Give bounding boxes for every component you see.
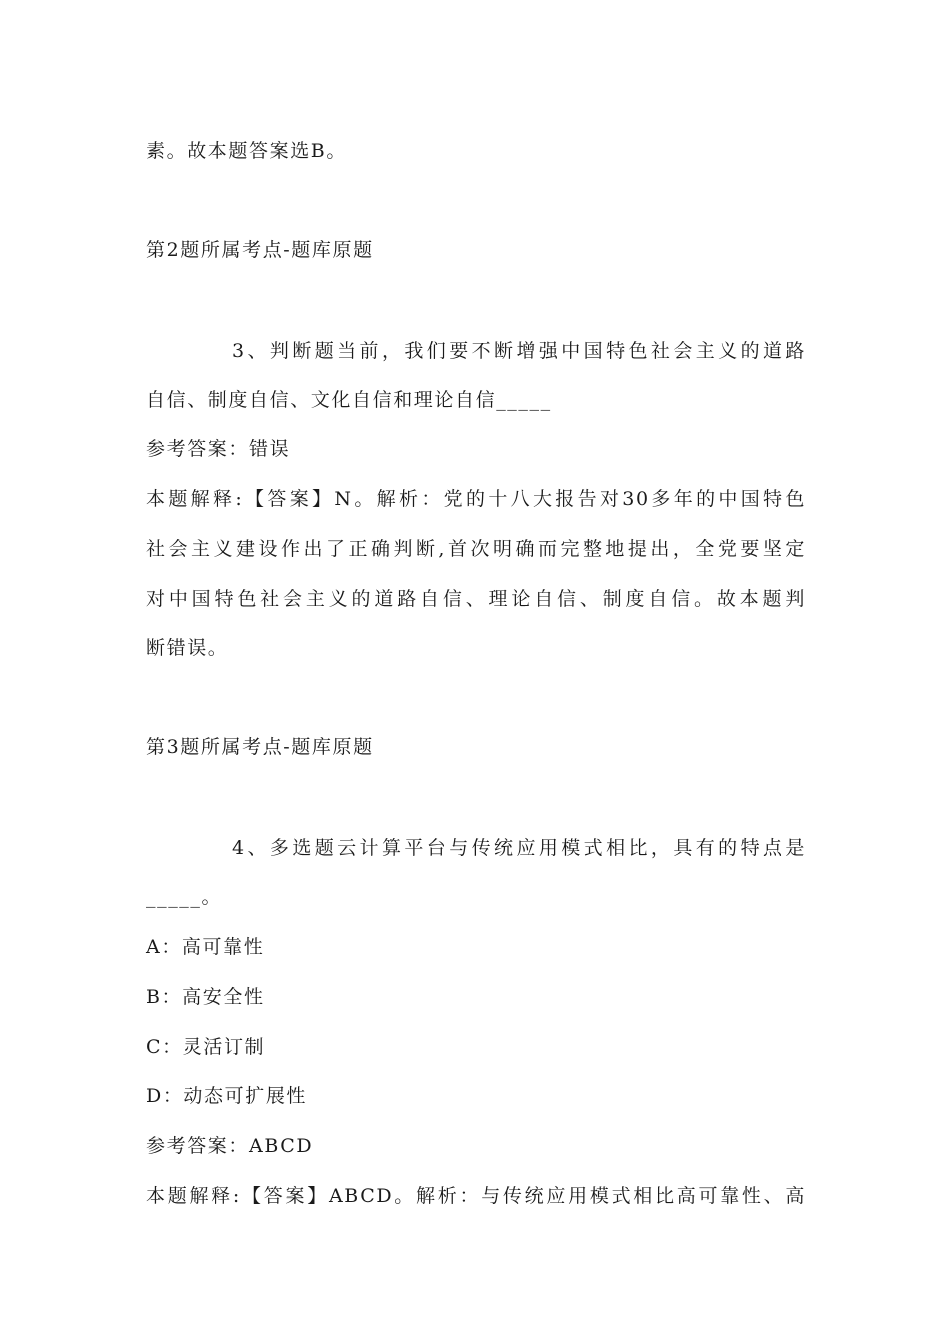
answer-continuation: 素。故本题答案选B。: [146, 140, 347, 162]
question-3-stem: 3、判断题当前，我们要不断增强中国特色社会主义的道路: [232, 340, 806, 362]
question-3-answer: 参考答案：错误: [146, 438, 291, 460]
question-3-explanation-line-3: 对中国特色社会主义的道路自信、理论自信、制度自信。故本题判: [146, 588, 806, 610]
question-3-stem-continued: 自信、制度自信、文化自信和理论自信_____: [146, 389, 552, 411]
question-4-option-c: C：灵活订制: [146, 1036, 266, 1058]
question-3-explanation-line-1: 本题解释:【答案】N。解析：党的十八大报告对30多年的中国特色: [146, 488, 806, 510]
question-4-option-a: A：高可靠性: [146, 936, 265, 958]
question-4-stem-continued: _____。: [146, 886, 223, 908]
question-4-stem: 4、多选题云计算平台与传统应用模式相比，具有的特点是: [232, 837, 806, 859]
question-4-option-d: D：动态可扩展性: [146, 1085, 308, 1107]
question-4-option-b: B：高安全性: [146, 986, 265, 1008]
question-4-answer: 参考答案：ABCD: [146, 1135, 314, 1157]
question-3-explanation-line-4: 断错误。: [146, 637, 229, 659]
question-4-explanation-line-1: 本题解释:【答案】ABCD。解析：与传统应用模式相比高可靠性、高: [146, 1185, 806, 1207]
question-2-topic: 第2题所属考点-题库原题: [146, 239, 374, 261]
question-3-explanation-line-2: 社会主义建设作出了正确判断,首次明确而完整地提出，全党要坚定: [146, 538, 806, 560]
question-3-topic: 第3题所属考点-题库原题: [146, 736, 374, 758]
